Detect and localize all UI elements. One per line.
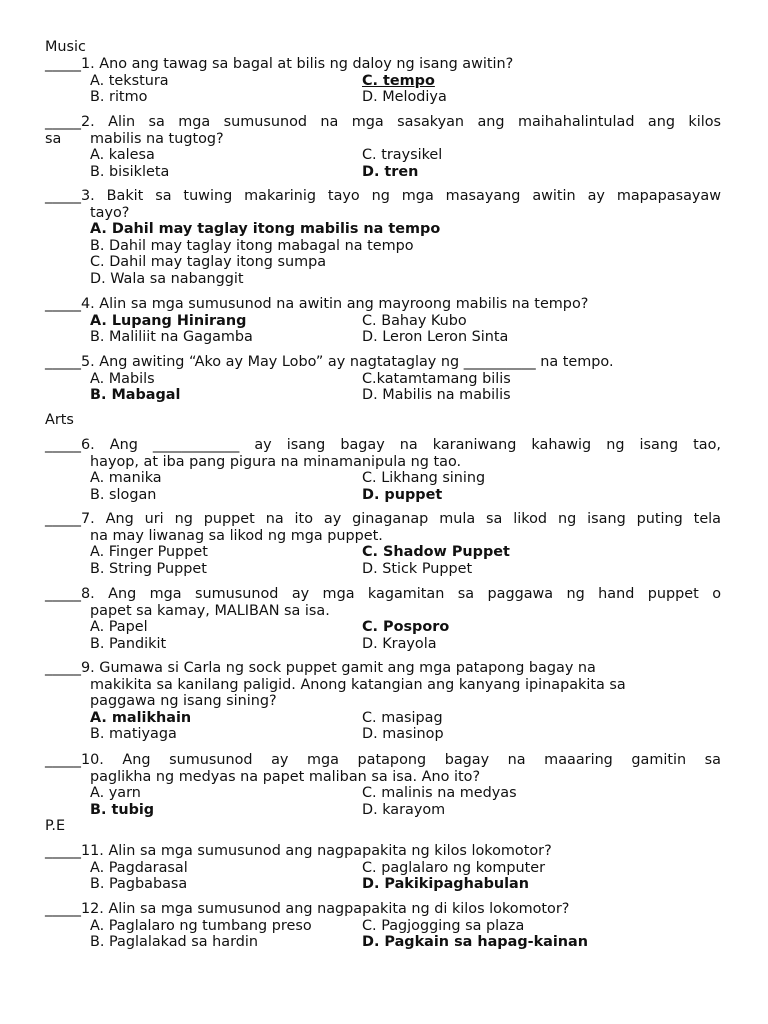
choice-a: A. manika [90,470,162,486]
choice-b: B. ritmo [90,89,148,105]
question-text: 8. Ang mga sumusunod ay mga kagamitan sa paggawa ng hand puppet o [80,586,721,602]
question-text: 6. Ang ____________ ay isang bagay na karaniwang kahawig ng isang tao, [80,437,721,453]
choices [45,710,721,743]
question-10 [45,752,721,818]
choice-a: A. tekstura [90,72,169,89]
question-text: 10. Ang sumusunod ay mga patapong bagay na maaaring gamitin sa [80,752,721,768]
answer-blank: _____ [45,511,81,527]
choice-b-answer: B. Mabagal [90,387,181,403]
question-prompt [45,586,721,603]
question-prompt [45,901,721,918]
section-heading-music: Music [45,39,86,55]
choice-d-answer: D. Pagkain sa hapag-kainan [362,934,589,950]
question-8 [45,586,721,652]
answer-blank: _____ [45,114,81,130]
choice-c: C. Dahil may taglay itong sumpa [90,254,327,270]
choice-c-answer: C. Posporo [362,619,450,635]
question-prompt [45,114,721,131]
question-text: paglikha ng medyas na papet maliban sa isa. Ano ito? [90,768,481,785]
question-prompt [45,660,721,677]
choice-b: B. Paglalakad sa hardin [90,934,258,950]
question-9 [45,660,721,743]
question-text: mabilis na tugtog? [90,130,224,147]
question-5 [45,354,721,404]
question-text: na may liwanag sa likod ng mga puppet. [90,527,383,544]
choice-b: B. Pagbabasa [90,876,188,892]
question-prompt [45,752,721,769]
choice-d-answer: D. tren [362,163,419,180]
question-text: 9. Gumawa si Carla ng sock puppet gamit ang mga patapong bagay na [80,660,596,676]
question-prompt [45,296,721,313]
question-text: paggawa ng isang sining? [90,693,277,709]
question-prompt [45,437,721,454]
choices [45,860,721,893]
choice-c: C.katamtamang bilis [362,370,511,387]
question-text: 2. Alin sa mga sumusunod na mga sasakyan ang maihahalintulad ang kilos [80,114,721,130]
choice-b: B. Dahil may taglay itong mabagal na tempo [90,237,414,254]
question-text: 4. Alin sa mga sumusunod na awitin ang mayroong mabilis na tempo? [80,296,589,312]
question-text: 1. Ano ang tawag sa bagal at bilis ng daloy ng isang awitin? [80,56,514,72]
choice-d: D. Krayola [362,635,437,652]
answer-blank: _____ [45,901,81,917]
choice-b: B. Pandikit [90,635,167,652]
question-prompt [45,188,721,205]
question-prompt [45,511,721,528]
question-text: 12. Alin sa mga sumusunod ang nagpapakita ng di kilos lokomotor? [80,901,570,917]
choice-a: A. Papel [90,619,148,635]
choice-b: B. Maliliit na Gagamba [90,329,253,345]
choice-b: B. matiyaga [90,726,177,742]
answer-blank: _____ [45,437,81,453]
answer-blank: _____ [45,296,81,312]
choice-c-answer: C. tempo [362,72,435,89]
question-prompt [45,56,721,73]
choice-d: D. Mabilis na mabilis [362,387,511,403]
choice-d: D. Leron Leron Sinta [362,329,509,345]
question-text: 5. Ang awiting “Ako ay May Lobo” ay nagtataglay ng __________ na tempo. [80,354,614,370]
question-text: hayop, at iba pang pigura na minamanipula ng tao. [90,453,462,470]
answer-blank: _____ [45,752,81,768]
choice-b: B. bisikleta [90,163,170,180]
choice-a: A. yarn [90,785,141,801]
question-7 [45,511,721,577]
choice-a: A. Mabils [90,370,155,387]
section-heading-pe: P.E [45,818,66,834]
question-prompt [45,354,721,371]
choice-d-answer: D. puppet [362,486,443,503]
choice-a: A. Paglalaro ng tumbang preso [90,917,312,934]
choice-c: C. paglalaro ng komputer [362,859,546,876]
choices [45,313,721,346]
question-text: tayo? [90,204,130,221]
choices [45,470,721,503]
choice-b: B. String Puppet [90,560,207,577]
choice-c: C. Pagjogging sa plaza [362,917,525,934]
question-2 [45,114,721,180]
question-text: 7. Ang uri ng puppet na ito ay ginaganap mula sa likod ng isang puting tela [80,511,721,527]
choice-d: D. karayom [362,801,446,818]
choice-c: C. masipag [362,709,443,726]
answer-blank: _____ [45,843,81,859]
choice-d: D. Melodiya [362,89,447,105]
question-12 [45,901,721,951]
choice-b-answer: B. tubig [90,801,155,818]
choice-a: A. Pagdarasal [90,859,188,876]
choices [45,147,721,180]
answer-blank: _____ [45,56,81,72]
question-11 [45,843,721,893]
choice-c: C. malinis na medyas [362,785,517,801]
question-prompt [45,843,721,860]
choice-c: C. Likhang sining [362,470,486,486]
choice-a-answer: A. Dahil may taglay itong mabilis na tempo [90,221,441,237]
choices [45,371,721,404]
choice-a-answer: A. malikhain [90,709,192,726]
choice-d: D. Stick Puppet [362,560,473,577]
choices [45,221,721,287]
question-4 [45,296,721,346]
question-text: papet sa kamay, MALIBAN sa isa. [90,602,330,619]
answer-blank: _____ [45,586,81,602]
question-prompt-continued [45,131,721,148]
choices [45,544,721,577]
choice-d: D. Wala sa nabanggit [90,270,244,287]
question-1 [45,56,721,106]
question-text-fragment: sa [45,130,62,147]
choice-a-answer: A. Lupang Hinirang [90,312,247,329]
answer-blank: _____ [45,660,81,676]
question-3 [45,188,721,287]
question-text: makikita sa kanilang paligid. Anong katangian ang kanyang ipinapakita sa [90,676,626,693]
answer-blank: _____ [45,354,81,370]
choice-b: B. slogan [90,486,157,503]
choice-a: A. kalesa [90,147,155,163]
question-6 [45,437,721,503]
question-text: 3. Bakit sa tuwing makarinig tayo ng mga masayang awitin ay mapapasayaw [80,188,721,204]
choice-c-answer: C. Shadow Puppet [362,544,510,560]
choice-d-answer: D. Pakikipaghabulan [362,876,530,892]
choices [45,73,721,106]
choices [45,785,721,818]
choice-c: C. traysikel [362,147,443,163]
question-text: 11. Alin sa mga sumusunod ang nagpapakita ng kilos lokomotor? [80,843,552,859]
choices [45,918,721,951]
choice-d: D. masinop [362,726,444,742]
answer-blank: _____ [45,188,81,204]
choice-c: C. Bahay Kubo [362,312,467,329]
section-heading-arts: Arts [45,412,74,428]
choices [45,619,721,652]
choice-a: A. Finger Puppet [90,544,208,560]
